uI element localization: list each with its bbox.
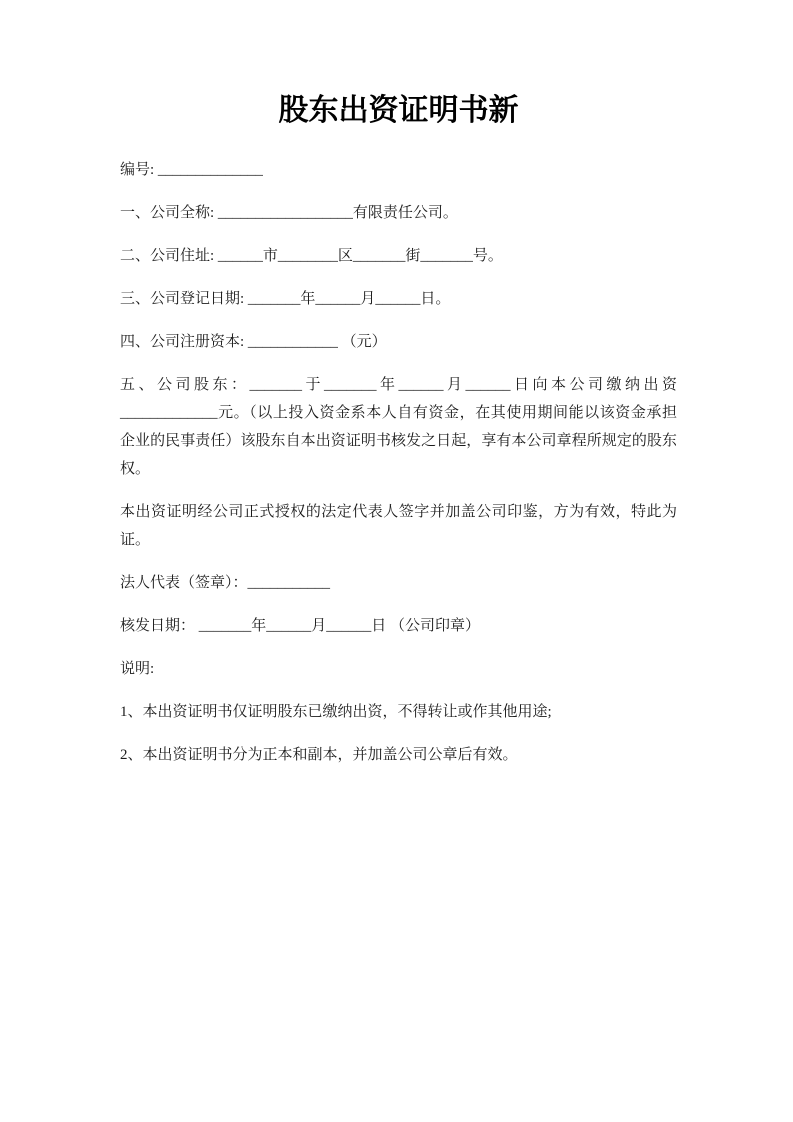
- field-issue-date: 核发日期： _______年______月______日 （公司印章）: [120, 618, 481, 634]
- clause-shareholder-line-3: 企业的民事责任）该股东自本出资证明书核发之日起，享有本公司章程所规定的股东: [120, 433, 677, 449]
- note-2: 2、本出资证明书分为正本和副本，并加盖公司公章后有效。: [120, 747, 518, 763]
- document-title: 股东出资证明书新: [278, 94, 519, 127]
- field-number: 编号: ______________: [120, 162, 263, 178]
- field-registration-date: 三、公司登记日期: _______年______月______日。: [120, 291, 451, 307]
- clause-validity-line-2: 证。: [120, 532, 151, 548]
- clause-shareholder-line-2: _____________元。（以上投入资金系本人自有资金，在其使用期间能以该资金承担: [120, 405, 677, 421]
- field-company-address: 二、公司住址: ______市________区_______街_______号。: [120, 248, 503, 264]
- clause-validity-line-1: 本出资证明经公司正式授权的法定代表人签字并加盖公司印鉴，方为有效，特此为: [120, 504, 677, 520]
- field-company-name: 一、公司全称: __________________有限责任公司。: [120, 205, 458, 221]
- notes-heading: 说明:: [120, 661, 155, 677]
- note-1: 1、本出资证明书仅证明股东已缴纳出资，不得转让或作其他用途;: [120, 704, 552, 720]
- clause-validity: [120, 498, 677, 554]
- clause-shareholder-line-1: 五、公司股东：_______于_______年______月______日向本公司缴纳出资: [120, 377, 677, 393]
- clause-shareholder-contribution: [120, 371, 677, 483]
- field-registered-capital: 四、公司注册资本: ____________ （元）: [120, 334, 387, 350]
- clause-shareholder-line-4: 权。: [120, 461, 151, 477]
- field-legal-representative-signature: 法人代表（签章）：___________: [120, 575, 331, 591]
